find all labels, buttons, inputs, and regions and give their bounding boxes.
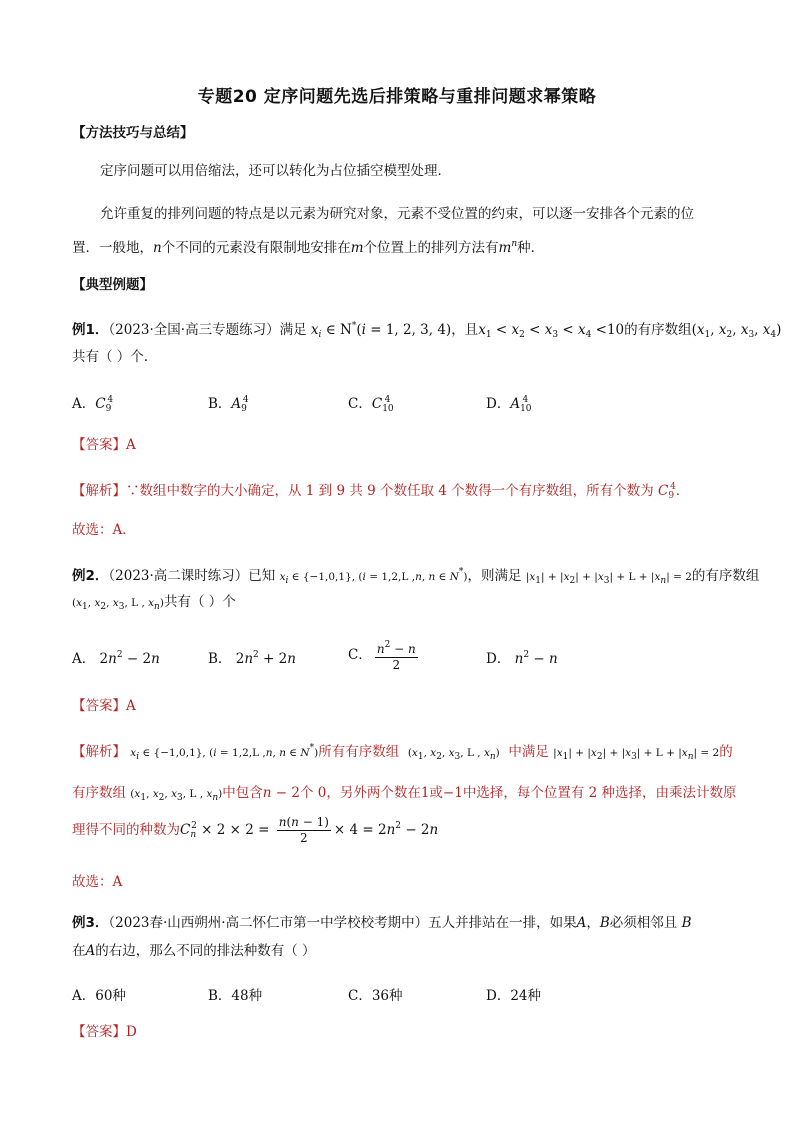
- ex2-source: （2023·高二课时练习）已知: [108, 568, 276, 584]
- ex2-option-c: C． $\frac{n^2 - n}{2}$: [348, 640, 416, 672]
- p2b-text-4: 种．: [517, 240, 545, 256]
- ex3-option-b: B．48种: [208, 988, 263, 1004]
- ex1-option-b: B．$A_9^4$: [208, 395, 249, 414]
- ex1-analysis-label: 【解析】: [72, 483, 126, 499]
- ex3-question-line1: 例3．（2023春·山西朔州·高二怀仁市第一中学校校考期中）五人并排站在一排，如果A，B必须相邻且 B: [72, 915, 692, 931]
- p2b-text-2: 个不同的元素没有限制地安排在: [161, 240, 351, 256]
- ex1-source: （2023·全国·高三专题练习）满足: [108, 322, 307, 338]
- methods-paragraph-1: 定序问题可以用倍缩法，还可以转化为占位插空模型处理．: [100, 163, 451, 179]
- ex3-label: 例3．: [72, 915, 109, 931]
- ex2-analysis-line2: 有序数组 (x1, x2, x3, L , xn)中包含n − 2个 0，另外两个数在1或−1中选择，每个位置有 2 种选择，由乘法计数原: [72, 785, 737, 803]
- ex1-label: 例1．: [72, 322, 109, 338]
- ex2-analysis-line3: 理得不同的种数为$C_n^2 \times 2 \times 2$ = $\frac{n(n - 1)}{2}$ × $4 = 2n^2 - 2n$: [72, 815, 439, 845]
- ex2-tail: 的有序数组: [691, 568, 760, 584]
- ex2-choose: 故选：A: [72, 874, 123, 890]
- ex1-analysis-text: ∵数组中数字的大小确定，从 1 到 9 共 9 个数任取 4 个数得一个有序数组，所有个数为: [126, 483, 654, 499]
- ex1-option-d: D．$A_{10}^4$: [486, 395, 532, 414]
- ex2-label: 例2．: [72, 568, 109, 584]
- ex1-analysis: 【解析】∵数组中数字的大小确定，从 1 到 9 共 9 个数任取 4 个数得一个有序数组，所有个数为 $C_9^4$．: [72, 482, 690, 501]
- ex2-answer: 【答案】A: [72, 698, 136, 714]
- page-title: 专题20 定序问题先选后排策略与重排问题求幂策略: [197, 87, 597, 107]
- ex2-option-a: A． $2n^2 - 2n$: [72, 650, 160, 667]
- methods-paragraph-2b: 置．一般地，n个不同的元素没有限制地安排在m个位置上的排列方法有$m^n$种．: [72, 239, 545, 256]
- examples-heading: 【典型例题】: [72, 277, 153, 293]
- ex2-mid: ，则满足: [467, 568, 522, 584]
- ex1-question-line2: 共有（ ）个.: [72, 349, 149, 365]
- ex1-answer: 【答案】A: [72, 437, 136, 453]
- p2b-text-1: 置．一般地，: [72, 240, 153, 256]
- ex1-tail: 的有序数组: [624, 322, 692, 338]
- ex2-question-line2: (x1, x2, x3, L , xn)共有（ ）个: [72, 594, 236, 612]
- ex3-option-c: C．36种: [348, 988, 403, 1004]
- ex1-option-c: C．$C_{10}^4$: [348, 395, 394, 414]
- p2b-text-3: 个位置上的排列方法有: [363, 240, 499, 256]
- ex2-question-line1: 例2．（2023·高二课时练习）已知 xi ∈ {−1,0,1}, (i = 1,2,L ,n, n ∈ N*)，则满足 |x1| + |x2| + |x3| + L + |xn| = 2的有序数组: [72, 567, 760, 586]
- ex1-choose: 故选：A．: [72, 522, 136, 538]
- ex1-option-a: A．$C_9^4$: [72, 395, 114, 414]
- ex3-option-a: A．60种: [72, 988, 126, 1004]
- ex1-cond: ，且: [451, 322, 479, 338]
- ex2-option-b: B． $2n^2 + 2n$: [208, 650, 296, 667]
- ex2-analysis-line1: 【解析】 xi ∈ {−1,0,1}, (i = 1,2,L ,n, n ∈ N*)所有有序数组 (x1, x2, x3, L , xn) 中满足 |x1| + |x2| + |x3| + L + |xn| = 2的: [72, 743, 733, 762]
- ex3-answer: 【答案】D: [72, 1024, 137, 1040]
- ex2-analysis-label: 【解析】: [72, 744, 126, 760]
- ex2-line2-text: 共有（ ）个: [163, 594, 236, 610]
- ex3-option-d: D．24种: [486, 988, 542, 1004]
- methods-heading: 【方法技巧与总结】: [72, 125, 194, 141]
- ex3-question-line2: 在A的右边，那么不同的排法种数有（ ）: [72, 943, 316, 959]
- methods-paragraph-2a: 允许重复的排列问题的特点是以元素为研究对象，元素不受位置的约束，可以逐一安排各个元素的位: [100, 206, 694, 222]
- ex2-option-d: D． $n^2 - n$: [486, 650, 558, 667]
- ex3-source: （2023春·山西朔州·高二怀仁市第一中学校校考期中）五人并排站在一排，如果: [108, 915, 577, 931]
- ex1-question-line1: 例1．（2023·全国·高三专题练习）满足 $x_i$ ∈ N*(i = 1, 2, 3, 4)，且$x_1 < x_2 < x_3 < x_4 <10$的有序数组($x_1$, $x_2$, $x_3$, $x_4$): [72, 321, 782, 340]
